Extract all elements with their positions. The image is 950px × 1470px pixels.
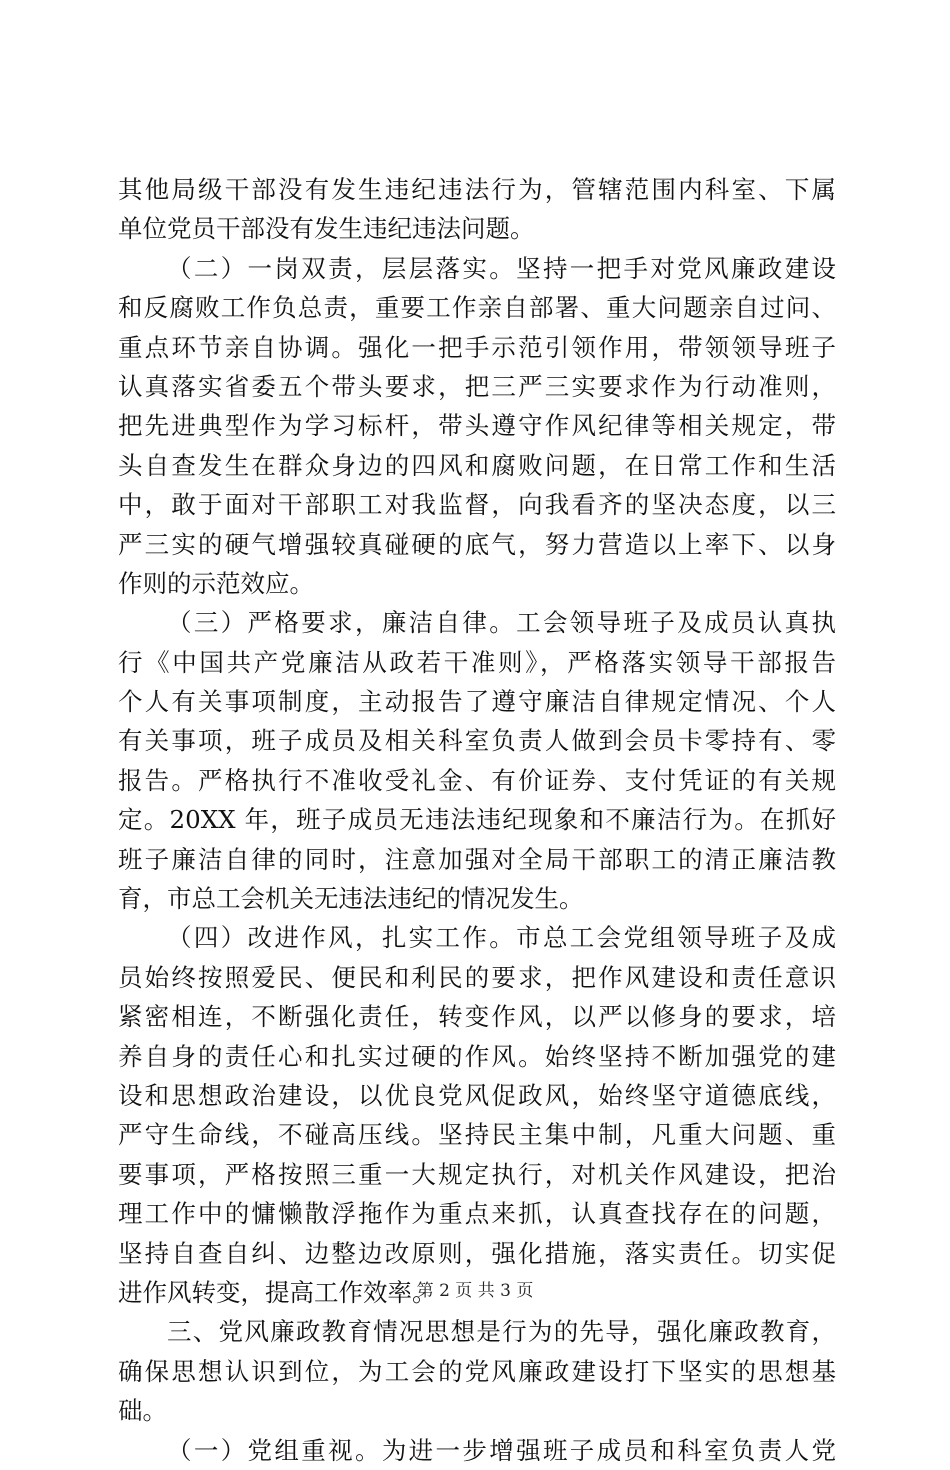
text-line: 育，市总工会机关无违法违纪的情况发生。: [118, 884, 584, 914]
text-line: 养自身的责任心和扎实过硬的作风。始终坚持不断加强党的建: [118, 1041, 836, 1071]
text-line: （四）改进作风，扎实工作。市总工会党组领导班子及成: [167, 923, 836, 953]
text-line: 员始终按照爱民、便民和利民的要求，把作风建设和责任意识: [118, 962, 836, 992]
text-line: 理工作中的慵懒散浮拖作为重点来抓，认真查找存在的问题，: [118, 1199, 836, 1229]
text-line: 定。20XX 年，班子成员无违法违纪现象和不廉洁行为。在抓好: [118, 805, 836, 835]
text-line: 和反腐败工作负总责，重要工作亲自部署、重大问题亲自过问、: [118, 293, 836, 323]
text-line: 坚持自查自纠、边整边改原则，强化措施，落实责任。切实促: [118, 1238, 836, 1268]
text-line: 严三实的硬气增强较真碰硬的底气，努力营造以上率下、以身: [118, 529, 836, 559]
text-line: 行《中国共产党廉洁从政若干准则》，严格落实领导干部报告: [118, 647, 836, 677]
text-line: 重点环节亲自协调。强化一把手示范引领作用，带领领导班子: [118, 332, 836, 362]
text-line: 三、党风廉政教育情况思想是行为的先导，强化廉政教育，: [167, 1317, 836, 1347]
text-line: 班子廉洁自律的同时，注意加强对全局干部职工的清正廉洁教: [118, 844, 836, 874]
text-line: 确保思想认识到位，为工会的党风廉政建设打下坚实的思想基: [118, 1356, 836, 1386]
text-line: 单位党员干部没有发生违纪违法问题。: [118, 214, 535, 244]
text-line: 个人有关事项制度，主动报告了遵守廉洁自律规定情况、个人: [118, 687, 836, 717]
text-line: 报告。严格执行不准收受礼金、有价证券、支付凭证的有关规: [118, 765, 836, 795]
text-line: 作则的示范效应。: [118, 568, 314, 598]
text-line: 进作风转变，提高工作效率。: [118, 1277, 437, 1307]
text-line: 要事项，严格按照三重一大规定执行，对机关作风建设，把治: [118, 1159, 836, 1189]
page-footer: 第 2 页 共 3 页: [416, 1281, 534, 1301]
document-body: [118, 170, 836, 1470]
text-line: （一）党组重视。为进一步增强班子成员和科室负责人党: [167, 1435, 836, 1465]
text-line: （二）一岗双责，层层落实。坚持一把手对党风廉政建设: [167, 253, 836, 283]
text-line: 头自查发生在群众身边的四风和腐败问题，在日常工作和生活: [118, 450, 836, 480]
text-line: 认真落实省委五个带头要求，把三严三实要求作为行动准则，: [118, 371, 836, 401]
text-line: 严守生命线，不碰高压线。坚持民主集中制，凡重大问题、重: [118, 1120, 836, 1150]
text-line: 紧密相连，不断强化责任，转变作风，以严以修身的要求，培: [118, 1002, 836, 1032]
text-line: 把先进典型作为学习标杆，带头遵守作风纪律等相关规定，带: [118, 411, 836, 441]
text-line: （三）严格要求，廉洁自律。工会领导班子及成员认真执: [167, 608, 836, 638]
text-line: 中，敢于面对干部职工对我监督，向我看齐的坚决态度，以三: [118, 490, 836, 520]
text-line: 础。: [118, 1396, 167, 1426]
text-line: 设和思想政治建设，以优良党风促政风，始终坚守道德底线，: [118, 1080, 836, 1110]
text-line: 其他局级干部没有发生违纪违法行为，管辖范围内科室、下属: [118, 175, 836, 204]
text-line: 有关事项，班子成员及相关科室负责人做到会员卡零持有、零: [118, 726, 836, 756]
